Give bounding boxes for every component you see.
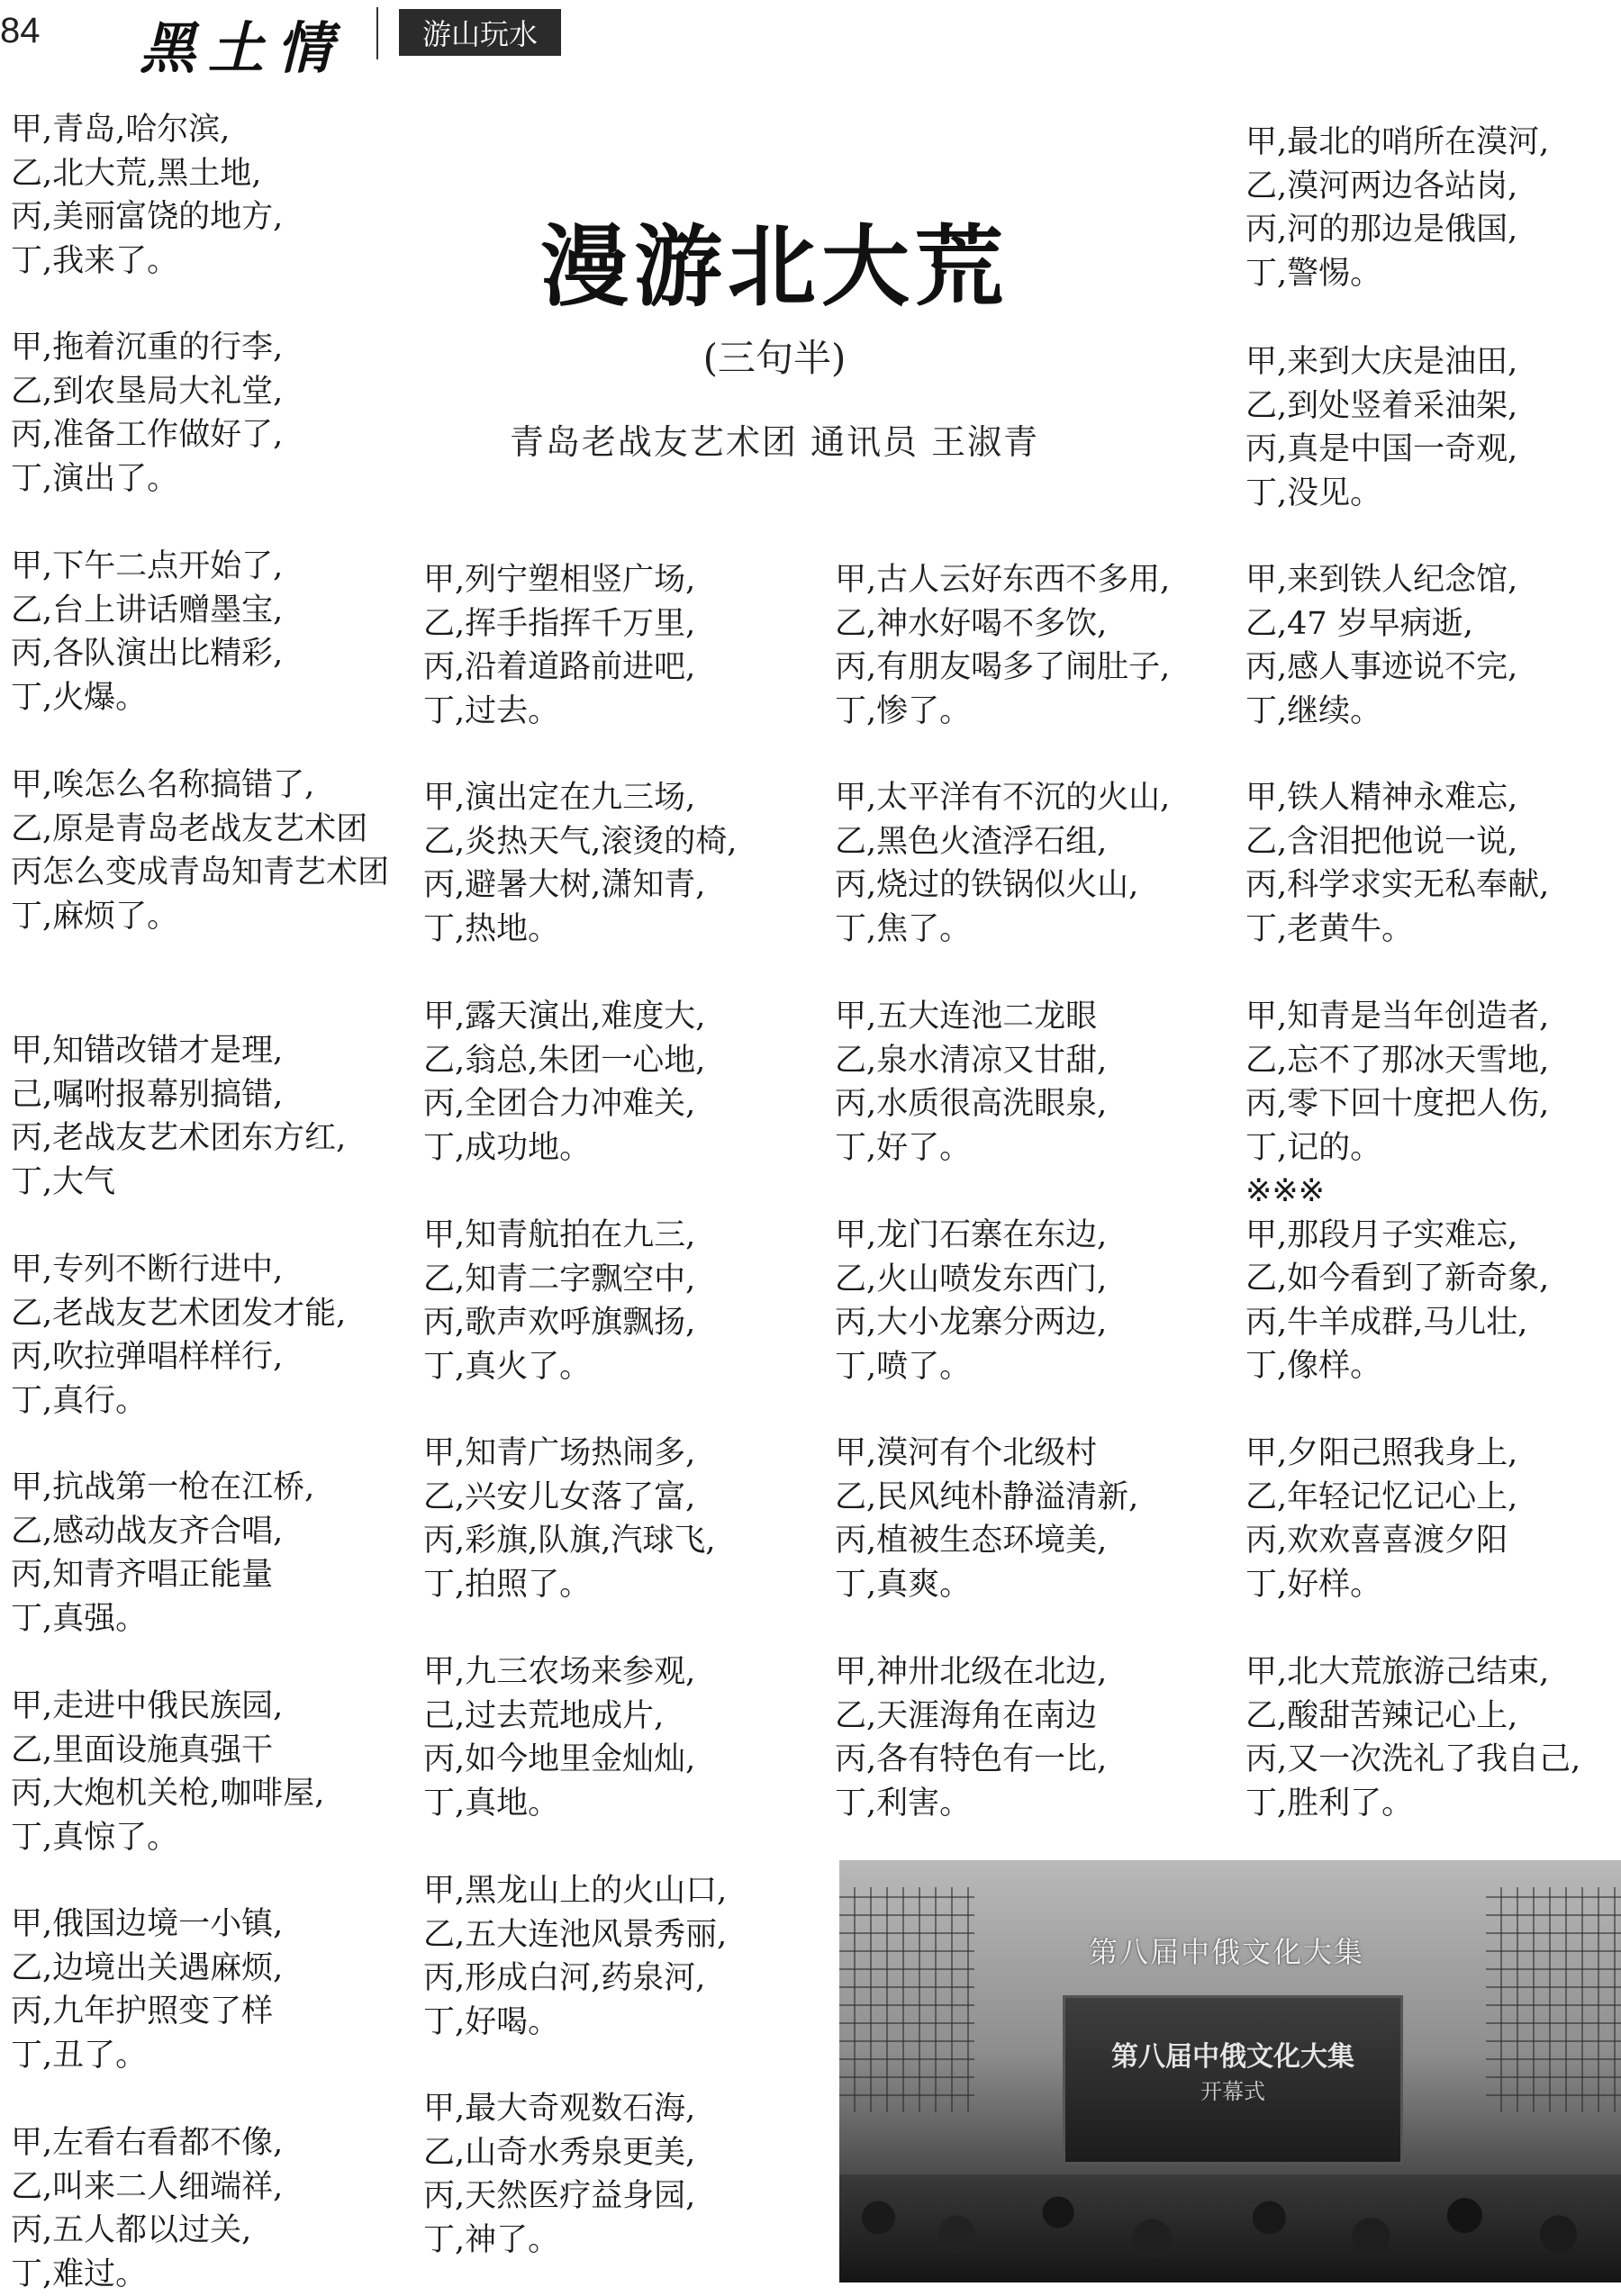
poem-line: 丙,零下回十度把人伤, [1245, 1082, 1621, 1126]
poem-line: 乙,忘不了那冰天雪地, [1245, 1039, 1621, 1083]
poem-line: 乙,兴安儿女落了富, [423, 1476, 820, 1520]
poem-line: 丙,各有特色有一比, [835, 1738, 1231, 1782]
poem-line: 甲,演出定在九三场, [423, 776, 820, 820]
column3-stanza [835, 1214, 1231, 1388]
poem-line: 甲,青岛,哈尔滨, [11, 108, 407, 152]
column1-stanza [11, 1466, 407, 1641]
section-tag: 游山玩水 [399, 9, 561, 56]
poem-line: 丙,牛羊成群,马儿壮, [1245, 1301, 1621, 1345]
poem-line: 丙怎么变成青岛知青艺术团 [11, 851, 389, 895]
poem-line: 甲,最北的哨所在漠河, [1245, 121, 1621, 165]
poem-line: 丁,好了。 [835, 1126, 1231, 1171]
poem-line: 丁,老黄牛。 [1245, 908, 1621, 952]
column2-stanza [423, 1214, 820, 1388]
poem-line: 乙,边境出关遇麻烦, [11, 1947, 407, 1991]
column3-stanza [835, 1650, 1231, 1825]
poem-line: 甲,神卅北级在北边, [835, 1650, 1231, 1695]
poem-line: 丁,喷了。 [835, 1345, 1231, 1389]
column3-stanza [835, 776, 1231, 951]
column4-stanza [1245, 340, 1621, 515]
poem-line: 丁,大气 [11, 1161, 407, 1205]
poem-line: 丁,我来了。 [11, 240, 407, 284]
poem-line: 甲,知青是当年创造者, [1245, 995, 1621, 1039]
poem-line: 甲,俄国边境一小镇, [11, 1903, 407, 1947]
poem-line: 甲,露天演出,难度大, [423, 995, 820, 1039]
poem-line: 甲,知青航拍在九三, [423, 1214, 820, 1258]
article-subtitle: (三句半) [414, 329, 1135, 383]
poem-line: 丙,彩旗,队旗,汽球飞, [423, 1519, 820, 1563]
poem-line: 甲,漠河有个北级村 [835, 1432, 1231, 1476]
poem-line: 甲,列宁塑相竖广场, [423, 558, 820, 602]
poem-line: 乙,天涯海角在南边 [835, 1695, 1231, 1739]
column2-stanza [423, 995, 820, 1170]
poem-line: 丙,又一次洗礼了我自己, [1245, 1738, 1621, 1782]
poem-line: 乙,叫来二人细端祥, [11, 2165, 407, 2210]
column1-stanza [11, 108, 407, 283]
poem-line: 丙,老战友艺术团东方红, [11, 1116, 407, 1161]
column1-stanza [11, 2121, 407, 2296]
poem-line: 己,过去荒地成片, [423, 1695, 820, 1739]
poem-line: 甲,走进中俄民族园, [11, 1685, 407, 1729]
poem-line: 甲,拖着沉重的行李, [11, 326, 407, 370]
poem-line: 丁,真爽。 [835, 1563, 1231, 1607]
poem-line: 乙,年轻记忆记心上, [1245, 1476, 1621, 1520]
poem-line: 乙,感动战友齐合唱, [11, 1510, 407, 1554]
column3-stanza [835, 558, 1231, 733]
poem-line: 甲,九三农场来参观, [423, 1650, 820, 1695]
poem-line: 丁,丑了。 [11, 2034, 407, 2078]
poem-line: 丁,过去。 [423, 690, 820, 734]
poem-line: 甲,来到大庆是油田, [1245, 340, 1621, 384]
column4-stanza [1245, 776, 1621, 951]
poem-line: 丙,歌声欢呼旗飘扬, [423, 1301, 820, 1345]
poem-line: 丁,麻烦了。 [11, 895, 407, 939]
poem-line: 丙,植被生态环境美, [835, 1519, 1231, 1563]
column2-stanza [423, 776, 820, 951]
poem-line: 丙,形成白河,药泉河, [423, 1957, 820, 2001]
poem-line: 丙,大炮机关枪,咖啡屋, [11, 1772, 407, 1816]
poem-line: 乙,民风纯朴静溢清新, [835, 1476, 1231, 1520]
screen-subtitle: 开幕式 [1065, 2074, 1400, 2105]
poem-line: 丁,神了。 [423, 2219, 820, 2263]
poem-line: 丁,真行。 [11, 1379, 407, 1424]
poem-line: 丙,感人事迹说不完, [1245, 646, 1621, 690]
poem-line: ※※※ [1245, 1170, 1621, 1214]
poem-line: 乙,里面设施真强干 [11, 1729, 407, 1773]
poem-line: 丁,好喝。 [423, 2001, 820, 2045]
column4-stanza [1245, 558, 1621, 733]
poem-line: 丙,避暑大树,潇知青, [423, 863, 820, 908]
column3-stanza [835, 995, 1231, 1170]
poem-line: 丁,警惕。 [1245, 252, 1621, 296]
poem-line: 丁,火爆。 [11, 676, 407, 720]
poem-line: 丁,真强。 [11, 1597, 407, 1641]
column1-stanza [11, 545, 407, 719]
poem-line: 丙,真是中国一奇观, [1245, 428, 1621, 472]
poem-line: 丁,焦了。 [835, 908, 1231, 952]
poem-line: 乙,老战友艺术团发才能, [11, 1292, 407, 1336]
column1-stanza [11, 1248, 407, 1423]
poem-line: 乙,知青二字飘空中, [423, 1258, 820, 1302]
poem-line: 丙,准备工作做好了, [11, 413, 407, 457]
column2-stanza [423, 558, 820, 733]
poem-line: 乙,漠河两边各站岗, [1245, 165, 1621, 209]
poem-line: 己,嘱咐报幕别搞错, [11, 1073, 407, 1117]
column2-stanza [423, 1869, 820, 2044]
poem-line: 乙,到农垦局大礼堂, [11, 370, 407, 414]
poem-line: 甲,抗战第一枪在江桥, [11, 1466, 407, 1510]
poem-line: 丁,真惊了。 [11, 1816, 407, 1860]
poem-line: 丁,拍照了。 [423, 1563, 820, 1607]
poem-line: 乙,挥手指挥千万里, [423, 602, 820, 646]
poem-line: 乙,山奇水秀泉更美, [423, 2131, 820, 2175]
poem-line: 丁,继续。 [1245, 690, 1621, 734]
festival-photo [839, 1860, 1621, 2282]
crowd [839, 2174, 1621, 2282]
stage-truss-right [1486, 1887, 1621, 2112]
photo-banner-text: 第八届中俄文化大集 [1064, 1932, 1389, 1972]
stage-screen [1063, 1995, 1403, 2165]
poem-line: 丁,真地。 [423, 1782, 820, 1826]
column4-stanza [1245, 1650, 1621, 1825]
poem-line: 乙,五大连池风景秀丽, [423, 1913, 820, 1957]
poem-line: 甲,知错改错才是理, [11, 1029, 407, 1073]
poem-line: 乙,黑色火渣浮石组, [835, 820, 1231, 864]
poem-line: 丙,天然医疗益身园, [423, 2174, 820, 2219]
poem-line: 甲,专列不断行进中, [11, 1248, 407, 1292]
poem-line: 甲,那段月子实难忘, [1245, 1214, 1621, 1258]
poem-line: 乙,如今看到了新奇象, [1245, 1257, 1621, 1301]
column1-stanza [11, 1903, 407, 2077]
poem-line: 丙,五人都以过关, [11, 2209, 407, 2253]
poem-line: 丁,成功地。 [423, 1126, 820, 1171]
column1-stanza [11, 764, 407, 938]
poem-line: 丙,欢欢喜喜渡夕阳 [1245, 1519, 1621, 1563]
poem-line: 丙,吹拉弹唱样样行, [11, 1335, 407, 1379]
poem-line: 乙,原是青岛老战友艺术团 [11, 808, 407, 852]
column2-stanza [423, 1432, 820, 1606]
poem-line: 乙,台上讲话赠墨宝, [11, 589, 407, 633]
poem-line: 乙,翁总,朱团一心地, [423, 1039, 820, 1083]
column2-stanza [423, 2087, 820, 2262]
column2-stanza [423, 1650, 820, 1825]
column1-stanza [11, 326, 407, 501]
masthead-logo: 黑土情 [140, 4, 345, 84]
poem-line: 甲,夕阳己照我身上, [1245, 1432, 1621, 1476]
poem-line: 甲,左看右看都不像, [11, 2121, 407, 2165]
poem-line: 丁,演出了。 [11, 457, 407, 502]
poem-line: 乙,神水好喝不多饮, [835, 602, 1231, 646]
poem-line: 甲,下午二点开始了, [11, 545, 407, 589]
poem-line: 甲,古人云好东西不多用, [835, 558, 1231, 602]
poem-line: 丁,没见。 [1245, 472, 1621, 516]
poem-line: 甲,知青广场热闹多, [423, 1432, 820, 1476]
poem-line: 丙,全团合力冲难关, [423, 1082, 820, 1126]
column4-stanza [1245, 1432, 1621, 1606]
poem-line: 乙,泉水清凉又甘甜, [835, 1039, 1231, 1083]
poem-line: 丙,大小龙寨分两边, [835, 1301, 1231, 1345]
article-byline: 青岛老战友艺术团 通讯员 王淑青 [414, 414, 1135, 464]
poem-line: 甲,北大荒旅游己结束, [1245, 1650, 1621, 1695]
poem-line: 丁,记的。 [1245, 1126, 1621, 1171]
poem-line: 丙,科学求实无私奉献, [1245, 863, 1621, 908]
poem-line: 甲,太平洋有不沉的火山, [835, 776, 1231, 820]
poem-line: 丙,水质很高洗眼泉, [835, 1082, 1231, 1126]
poem-line: 乙,酸甜苦辣记心上, [1245, 1695, 1621, 1739]
poem-line: 乙,含泪把他说一说, [1245, 820, 1621, 864]
poem-line: 甲,铁人精神永难忘, [1245, 776, 1621, 820]
poem-line: 丁,真火了。 [423, 1345, 820, 1389]
article-title: 漫游北大荒 [414, 196, 1135, 323]
poem-line: 乙,火山喷发东西门, [835, 1258, 1231, 1302]
masthead-divider [376, 7, 378, 59]
poem-line: 丁,利害。 [835, 1782, 1231, 1826]
poem-line: 甲,最大奇观数石海, [423, 2087, 820, 2131]
poem-line: 丙,各队演出比精彩, [11, 632, 407, 676]
poem-line: 乙,47 岁早病逝, [1245, 602, 1621, 646]
poem-line: 乙,到处竖着采油架, [1245, 384, 1621, 429]
page-number: 84 [0, 11, 41, 51]
poem-line: 丙,美丽富饶的地方, [11, 195, 407, 240]
poem-line: 丁,胜利了。 [1245, 1782, 1621, 1826]
poem-line: 丁,好样。 [1245, 1563, 1621, 1607]
stage-truss-left [839, 1887, 974, 2112]
column1-stanza [11, 1029, 407, 1204]
column3-stanza [835, 1432, 1231, 1606]
poem-line: 丁,像样。 [1245, 1344, 1621, 1388]
poem-line: 乙,炎热天气,滚烫的椅, [423, 820, 820, 864]
poem-line: 甲,来到铁人纪念馆, [1245, 558, 1621, 602]
poem-line: 甲,五大连池二龙眼 [835, 995, 1231, 1039]
poem-line: 乙,北大荒,黑土地, [11, 152, 407, 196]
column1-stanza [11, 1685, 407, 1859]
poem-line: 丁,惨了。 [835, 690, 1231, 734]
poem-line: 甲,龙门石寨在东边, [835, 1214, 1231, 1258]
poem-line: 甲,黑龙山上的火山口, [423, 1869, 820, 1913]
poem-line: 甲,唉怎么名称搞错了, [11, 764, 407, 808]
poem-line: 丙,沿着道路前进吧, [423, 646, 820, 690]
column4-stanza [1245, 121, 1621, 295]
poem-line: 丙,如今地里金灿灿, [423, 1738, 820, 1782]
poem-line: 丙,九年护照变了样 [11, 1990, 407, 2034]
poem-line: 丙,知青齐唱正能量 [11, 1553, 407, 1597]
poem-line: 丁,热地。 [423, 908, 820, 952]
poem-line: 丙,有朋友喝多了闹肚子, [835, 646, 1231, 690]
poem-line: 丙,河的那边是俄国, [1245, 208, 1621, 252]
poem-line: 丁,难过。 [11, 2253, 407, 2296]
screen-title: 第八届中俄文化大集 [1065, 2034, 1400, 2074]
poem-line: 丙,烧过的铁锅似火山, [835, 863, 1231, 908]
column4-stanza [1245, 995, 1621, 1388]
